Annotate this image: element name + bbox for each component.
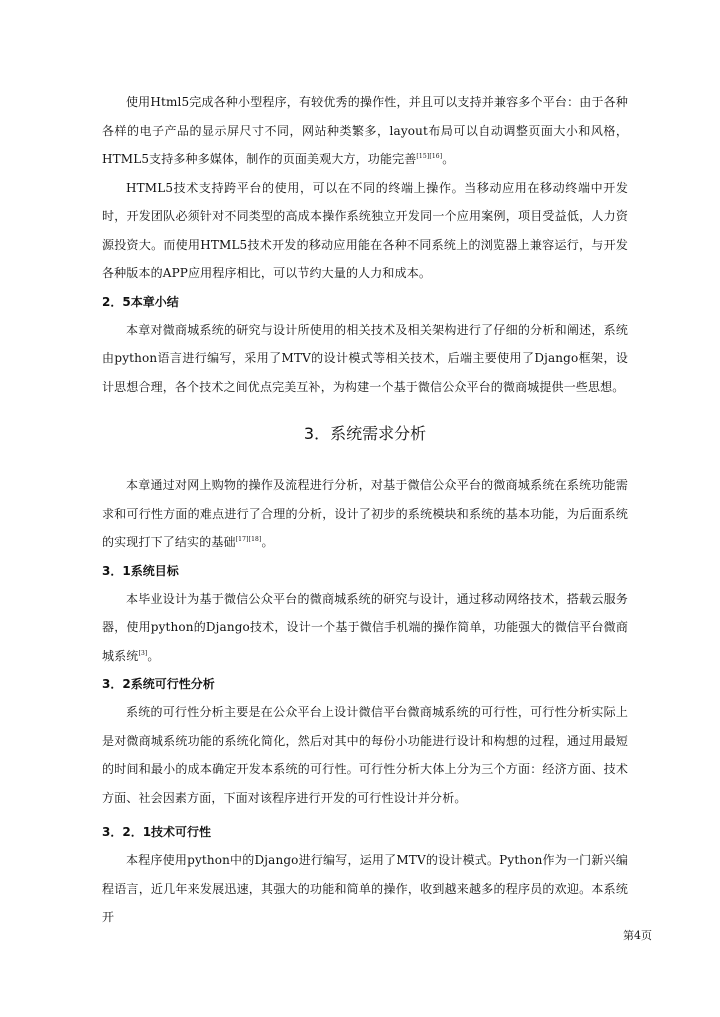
para-html5-intro	[102, 88, 628, 174]
paragraph-text: 本毕业设计为基于微信公众平台的微商城系统的研究与设计，通过移动网络技术，搭载云服务器，使用python的Django技术，设计一个基于微信手机端的操作简单，功能强大的微信平台微商城系统	[102, 591, 628, 663]
para-html5-cross-platform	[102, 174, 628, 288]
paragraph-text: HTML5技术支持跨平台的使用，可以在不同的终端上操作。当移动应用在移动终端中开发时，开发团队必须针对不同类型的高成本操作系统独立开发同一个应用案例，项目受益低，人力资源投资大。而使用HTML5技术开发的移动应用能在各种不同系统上的浏览器上兼容运行，与开发各种版本的APP应用程序相比，可以节约大量的人力和成本。	[102, 180, 628, 280]
heading-2-5: 2．5本章小结	[102, 294, 179, 309]
paragraph-text: 本程序使用python中的Django进行编写，运用了MTV的设计模式。Python作为一门新兴编程语言，近几年来发展迅速，其强大的功能和简单的操作，收到越来越多的程序员的欢迎。本系统开	[102, 853, 628, 924]
para-chapter-summary	[102, 316, 628, 402]
page-number: 第4页	[623, 929, 652, 942]
heading-3-2-1: 3．2．1技术可行性	[102, 825, 212, 839]
paragraph-end: 。	[261, 535, 274, 549]
paragraph-end: 。	[442, 152, 455, 166]
paragraph-text: 使用Html5完成各种小型程序，有较优秀的操作性，并且可以支持并兼容多个平台：由于各种各样的电子产品的显示屏尺寸不同，网站种类繁多，layout布局可以自动调整页面大小和风格，HTML5支持多种多媒体，制作的页面美观大方，功能完善	[102, 95, 628, 166]
heading-3-1: 3．1系统目标	[102, 563, 179, 578]
chapter-3-title: 3．系统需求分析	[303, 424, 427, 443]
paragraph-text: 本章通过对网上购物的操作及流程进行分析，对基于微信公众平台的微商城系统在系统功能需求和可行性方面的难点进行了合理的分析，设计了初步的系统模块和系统的基本功能，为后面系统的实现打下了结实的基础	[102, 478, 628, 549]
paragraph-text: 系统的可行性分析主要是在公众平台上设计微信平台微商城系统的可行性，可行性分析实际上是对微商城系统功能的系统化简化，然后对其中的每份小功能进行设计和构想的过程，通过用最短的时间和最小的成本确定开发本系统的可行性。可行性分析大体上分为三个方面：经济方面、技术方面、社会因素方面，下面对该程序进行开发的可行性设计并分析。	[102, 705, 628, 805]
paragraph-text: 本章对微商城系统的研究与设计所使用的相关技术及相关架构进行了仔细的分析和阐述，系统由python语言进行编写，采用了MTV的设计模式等相关技术，后端主要使用了Django框架，设计思想合理，各个技术之间优点完美互补，为构建一个基于微信公众平台的微商城提供一些思想。	[102, 322, 628, 394]
heading-3-2: 3．2系统可行性分析	[102, 677, 215, 691]
para-system-goal	[102, 585, 628, 671]
citation-mark: [17][18]	[235, 536, 262, 543]
citation-mark: [3]	[138, 649, 148, 657]
para-feasibility	[102, 698, 628, 812]
page-content	[102, 88, 628, 932]
para-chapter3-intro	[102, 471, 628, 557]
paragraph-end: 。	[147, 648, 160, 663]
para-tech-feasibility	[102, 846, 628, 932]
citation-mark: [15][16]	[416, 153, 443, 160]
